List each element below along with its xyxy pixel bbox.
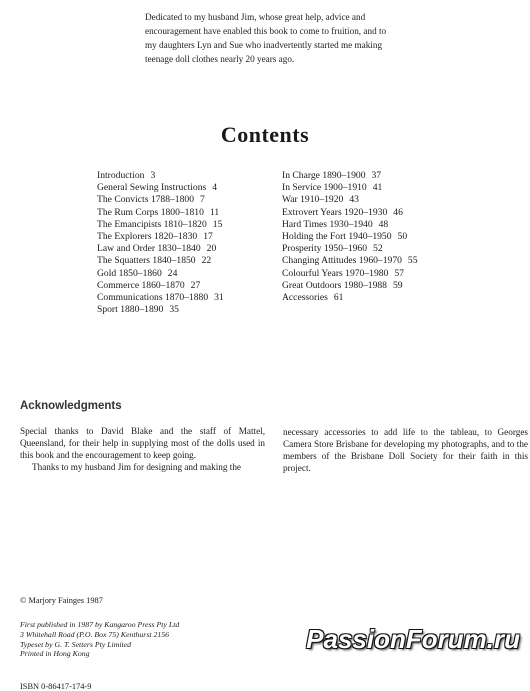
- toc-entry-page: 59: [392, 279, 403, 291]
- toc-entry-title: Commerce 1860–1870: [97, 279, 185, 291]
- toc-entry-title: Communications 1870–1880: [97, 292, 209, 304]
- toc-entry: [282, 255, 418, 267]
- acknowledgments-heading: Acknowledgments: [20, 400, 122, 412]
- toc-entry-title: The Emancipists 1810–1820: [97, 218, 207, 230]
- toc-entry-page: 46: [393, 206, 403, 218]
- toc-entry-title: Changing Attitudes 1960–1970: [282, 255, 402, 267]
- watermark: PassionForum.ru: [306, 624, 520, 654]
- toc-entry: [282, 280, 418, 292]
- toc-entry: [282, 207, 418, 219]
- toc-entry: [282, 219, 418, 231]
- toc-entry-page: 15: [212, 218, 223, 230]
- toc-entry-page: 7: [200, 194, 205, 206]
- toc-entry-title: Gold 1850–1860: [97, 267, 162, 279]
- toc-entry: [282, 231, 418, 243]
- toc-entry-title: Law and Order 1830–1840: [97, 243, 201, 255]
- toc-entry-page: 43: [349, 194, 359, 206]
- toc-entry: [97, 292, 224, 304]
- toc-entry-title: The Rum Corps 1800–1810: [97, 206, 204, 218]
- toc-entry-title: Prosperity 1950–1960: [282, 243, 368, 255]
- toc-entry-page: 20: [206, 243, 217, 255]
- toc-entry-title: Introduction: [97, 170, 145, 181]
- publication-info: [20, 620, 179, 659]
- toc-entry: [97, 170, 224, 182]
- toc-entry: [282, 170, 418, 182]
- toc-entry-title: Sport 1880–1890: [97, 304, 164, 316]
- toc-entry-page: 48: [378, 218, 389, 230]
- toc-entry-title: General Sewing Instructions: [97, 182, 207, 194]
- toc-entry-page: 57: [394, 267, 404, 279]
- toc-entry-title: In Service 1900–1910: [282, 182, 367, 194]
- toc-entry-title: War 1910–1920: [282, 194, 344, 206]
- toc-entry-title: The Squatters 1840–1850: [97, 255, 196, 267]
- toc-entry: [97, 182, 224, 194]
- toc-entry-page: 61: [333, 292, 344, 304]
- toc-entry: [97, 268, 224, 280]
- toc-entry: [282, 194, 418, 206]
- toc-right-column: [282, 170, 418, 304]
- acknowledgments-left-column: [20, 425, 265, 473]
- publication-line: Printed in Hong Kong: [20, 649, 90, 659]
- publication-line: Typeset by G. T. Setters Pty Limited: [20, 639, 132, 649]
- toc-entry-page: 11: [209, 206, 220, 218]
- toc-entry-title: Holding the Fort 1940–1950: [282, 231, 392, 243]
- toc-entry: [97, 207, 224, 219]
- publication-line: First published in 1987 by Kangaroo Press Pty Ltd: [20, 620, 180, 629]
- toc-entry-page: 24: [167, 267, 178, 279]
- contents-title: Contents: [220, 122, 310, 147]
- toc-entry: [282, 182, 418, 194]
- toc-entry-page: 55: [407, 255, 418, 267]
- toc-entry-page: 22: [201, 255, 212, 267]
- acknowledgments-paragraph: Special thanks to David Blake and the staff of Mattel, Queensland, for their help in supplying most of the dolls used in this book and the encouragement to keep going.: [20, 426, 265, 460]
- toc-entry: [282, 268, 418, 280]
- toc-entry-title: In Charge 1890–1900: [282, 170, 366, 181]
- toc-entry: [97, 231, 224, 243]
- toc-entry-title: Extrovert Years 1920–1930: [282, 206, 388, 218]
- toc-entry-title: Great Outdoors 1980–1988: [282, 279, 387, 291]
- toc-entry: [282, 292, 418, 304]
- toc-entry: [97, 280, 224, 292]
- toc-entry-title: The Convicts 1788–1800: [97, 194, 194, 206]
- toc-entry-page: 27: [190, 279, 201, 291]
- toc-entry: [97, 243, 224, 255]
- acknowledgments-right-column: [283, 426, 528, 474]
- isbn: ISBN 0-86417-174-9: [20, 682, 92, 691]
- toc-entry-page: 31: [214, 292, 224, 304]
- toc-entry-title: The Explorers 1820–1830: [97, 231, 198, 243]
- dedication: Dedicated to my husband Jim, whose great help, advice and encouragement have enabled this book to come to fruition, and to my daughters Lyn and Sue who inadvertently started me making teenage doll clothes nearly 20 years ago.: [145, 12, 387, 64]
- toc-entry-title: Hard Times 1930–1940: [282, 218, 373, 230]
- toc-entry-page: 4: [212, 182, 218, 194]
- toc-entry: [97, 304, 224, 316]
- toc-entry-title: Colourful Years 1970–1980: [282, 267, 389, 279]
- toc-entry-title: Accessories: [282, 292, 328, 304]
- acknowledgments-paragraph: Thanks to my husband Jim for designing and making the: [32, 462, 241, 472]
- publication-line: 3 Whitehall Road (P.O. Box 75) Kenthurst 2156: [20, 629, 170, 639]
- toc-entry: [97, 219, 224, 231]
- copyright-notice: © Marjory Fainges 1987: [20, 596, 103, 605]
- toc-entry: [282, 243, 418, 255]
- acknowledgments-paragraph: necessary accessories to add life to the tableau, to Georges Camera Store Brisbane for developing my photographs, and to the members of the Brisbane Doll Society for their faith in this project.: [283, 427, 528, 473]
- toc-entry-page: 52: [373, 243, 383, 255]
- toc-entry-page: 37: [371, 170, 382, 181]
- toc-entry-page: 3: [150, 170, 156, 181]
- toc-entry: [97, 194, 224, 206]
- toc-entry-page: 17: [203, 231, 213, 243]
- toc-left-column: [97, 170, 224, 316]
- toc-entry-page: 50: [397, 231, 408, 243]
- toc-entry-page: 41: [372, 182, 383, 194]
- toc-entry-page: 35: [169, 304, 179, 316]
- toc-entry: [97, 255, 224, 267]
